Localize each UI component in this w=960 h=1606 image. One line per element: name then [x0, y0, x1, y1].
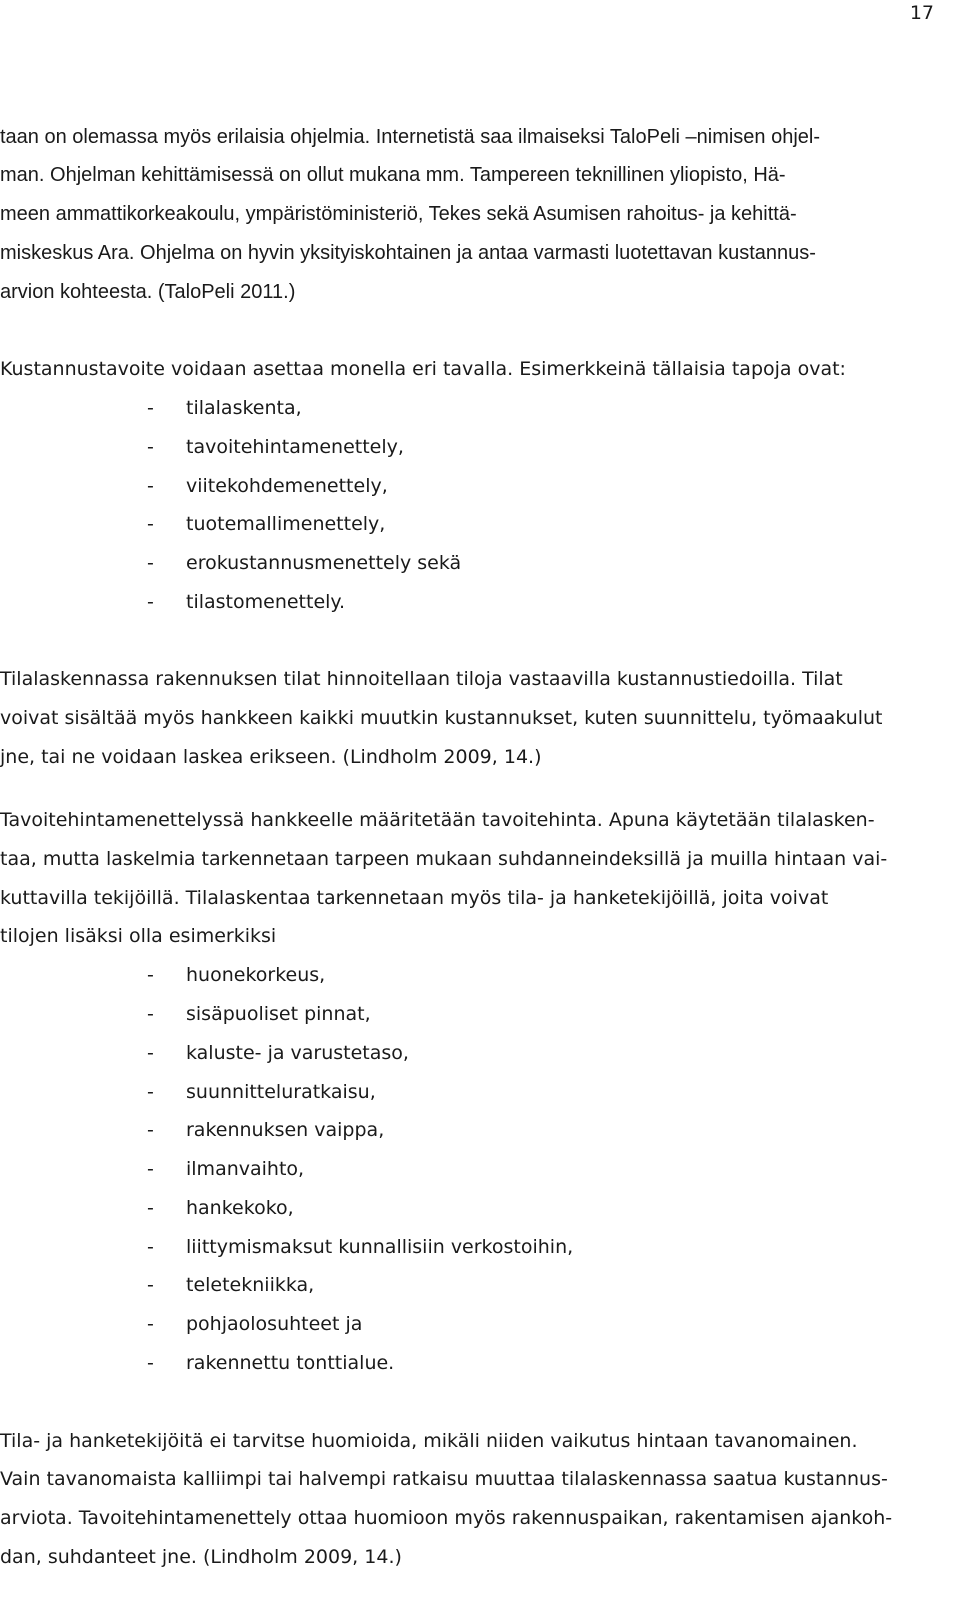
- dash-marker: -: [147, 1119, 154, 1141]
- list-item-text: ilmanvaihto,: [186, 1158, 305, 1180]
- dash-marker: -: [147, 1042, 154, 1064]
- text-line: arviota. Tavoitehintamenettely ottaa huomioon myös rakennuspaikan, rakentamisen ajankoh-: [0, 1507, 893, 1529]
- list-item-text: liittymismaksut kunnallisiin verkostoihin,: [186, 1236, 574, 1258]
- list-item: [0, 1234, 960, 1260]
- text-line: Tilalaskennassa rakennuksen tilat hinnoitellaan tiloja vastaavilla kustannustiedoilla. Tilat: [0, 668, 843, 690]
- list-item: [0, 1156, 960, 1182]
- dash-marker: -: [147, 1313, 154, 1335]
- list-item-text: hankekoko,: [186, 1197, 294, 1219]
- dash-marker: -: [147, 1197, 154, 1219]
- text-line: kuttavilla tekijöillä. Tilalaskentaa tarkennetaan myös tila- ja hanketekijöillä, joita voivat: [0, 887, 829, 909]
- dash-marker: -: [147, 1158, 154, 1180]
- dash-marker: -: [147, 552, 154, 574]
- list-item-text: kaluste- ja varustetaso,: [186, 1042, 409, 1064]
- dash-marker: -: [147, 436, 154, 458]
- list-item: [0, 511, 960, 537]
- list-item-text: tilalaskenta,: [186, 397, 302, 419]
- dash-marker: -: [147, 1236, 154, 1258]
- list-item-text: tavoitehintamenettely,: [186, 436, 404, 458]
- text-line: voivat sisältää myös hankkeen kaikki muutkin kustannukset, kuten suunnittelu, työmaakulut: [0, 707, 883, 729]
- list-item-text: huonekorkeus,: [186, 964, 326, 986]
- page-number: 17: [909, 2, 934, 24]
- list-item-text: erokustannusmenettely sekä: [186, 552, 462, 574]
- list-item: [0, 589, 960, 615]
- list-item-text: teletekniikka,: [186, 1274, 315, 1296]
- list-item: [0, 1001, 960, 1027]
- list-item: [0, 1350, 960, 1376]
- dash-marker: -: [147, 475, 154, 497]
- dash-marker: -: [147, 1352, 154, 1374]
- text-line: arvion kohteesta. (TaloPeli 2011.): [0, 281, 296, 303]
- text-line: Tavoitehintamenettelyssä hankkeelle määritetään tavoitehinta. Apuna käytetään tilalasken-: [0, 809, 875, 831]
- text-line: miskeskus Ara. Ohjelma on hyvin yksityiskohtainen ja antaa varmasti luotettavan kustannus-: [0, 242, 816, 264]
- list-item: [0, 1195, 960, 1221]
- dash-marker: -: [147, 1003, 154, 1025]
- list-item: [0, 1040, 960, 1066]
- list-item-text: tuotemallimenettely,: [186, 513, 386, 535]
- list-item: [0, 962, 960, 988]
- text-line: tilojen lisäksi olla esimerkiksi: [0, 925, 277, 947]
- list-item-text: rakennuksen vaippa,: [186, 1119, 385, 1141]
- list-item: [0, 550, 960, 576]
- list-item: [0, 434, 960, 460]
- list-item: [0, 473, 960, 499]
- text-line: Vain tavanomaista kalliimpi tai halvempi ratkaisu muuttaa tilalaskennassa saatua kustannus-: [0, 1468, 888, 1490]
- dash-marker: -: [147, 964, 154, 986]
- dash-marker: -: [147, 513, 154, 535]
- dash-marker: -: [147, 591, 154, 613]
- list-item-text: sisäpuoliset pinnat,: [186, 1003, 371, 1025]
- dash-marker: -: [147, 1274, 154, 1296]
- text-line: man. Ohjelman kehittämisessä on ollut mukana mm. Tampereen teknillinen yliopisto, Hä-: [0, 164, 786, 186]
- list-item-text: rakennettu tonttialue.: [186, 1352, 395, 1374]
- list-item: [0, 1311, 960, 1337]
- list-item-text: tilastomenettely.: [186, 591, 345, 613]
- list-item-text: pohjaolosuhteet ja: [186, 1313, 363, 1335]
- text-line: taan on olemassa myös erilaisia ohjelmia. Internetistä saa ilmaiseksi TaloPeli –nimisen ohjel-: [0, 126, 821, 148]
- text-line: dan, suhdanteet jne. (Lindholm 2009, 14.): [0, 1546, 402, 1568]
- text-line: Kustannustavoite voidaan asettaa monella eri tavalla. Esimerkkeinä tällaisia tapoja ovat:: [0, 358, 846, 380]
- dash-marker: -: [147, 1081, 154, 1103]
- list-item-text: viitekohdemenettely,: [186, 475, 388, 497]
- text-line: taa, mutta laskelmia tarkennetaan tarpeen mukaan suhdanneindeksillä ja muilla hintaan vai-: [0, 848, 888, 870]
- text-line: Tila- ja hanketekijöitä ei tarvitse huomioida, mikäli niiden vaikutus hintaan tavanomainen.: [0, 1430, 858, 1452]
- text-line: meen ammattikorkeakoulu, ympäristöministeriö, Tekes sekä Asumisen rahoitus- ja kehittä-: [0, 203, 797, 225]
- list-item: [0, 1079, 960, 1105]
- list-item: [0, 1272, 960, 1298]
- list-item: [0, 395, 960, 421]
- text-line: jne, tai ne voidaan laskea erikseen. (Lindholm 2009, 14.): [0, 746, 542, 768]
- list-item-text: suunnitteluratkaisu,: [186, 1081, 376, 1103]
- list-item: [0, 1117, 960, 1143]
- dash-marker: -: [147, 397, 154, 419]
